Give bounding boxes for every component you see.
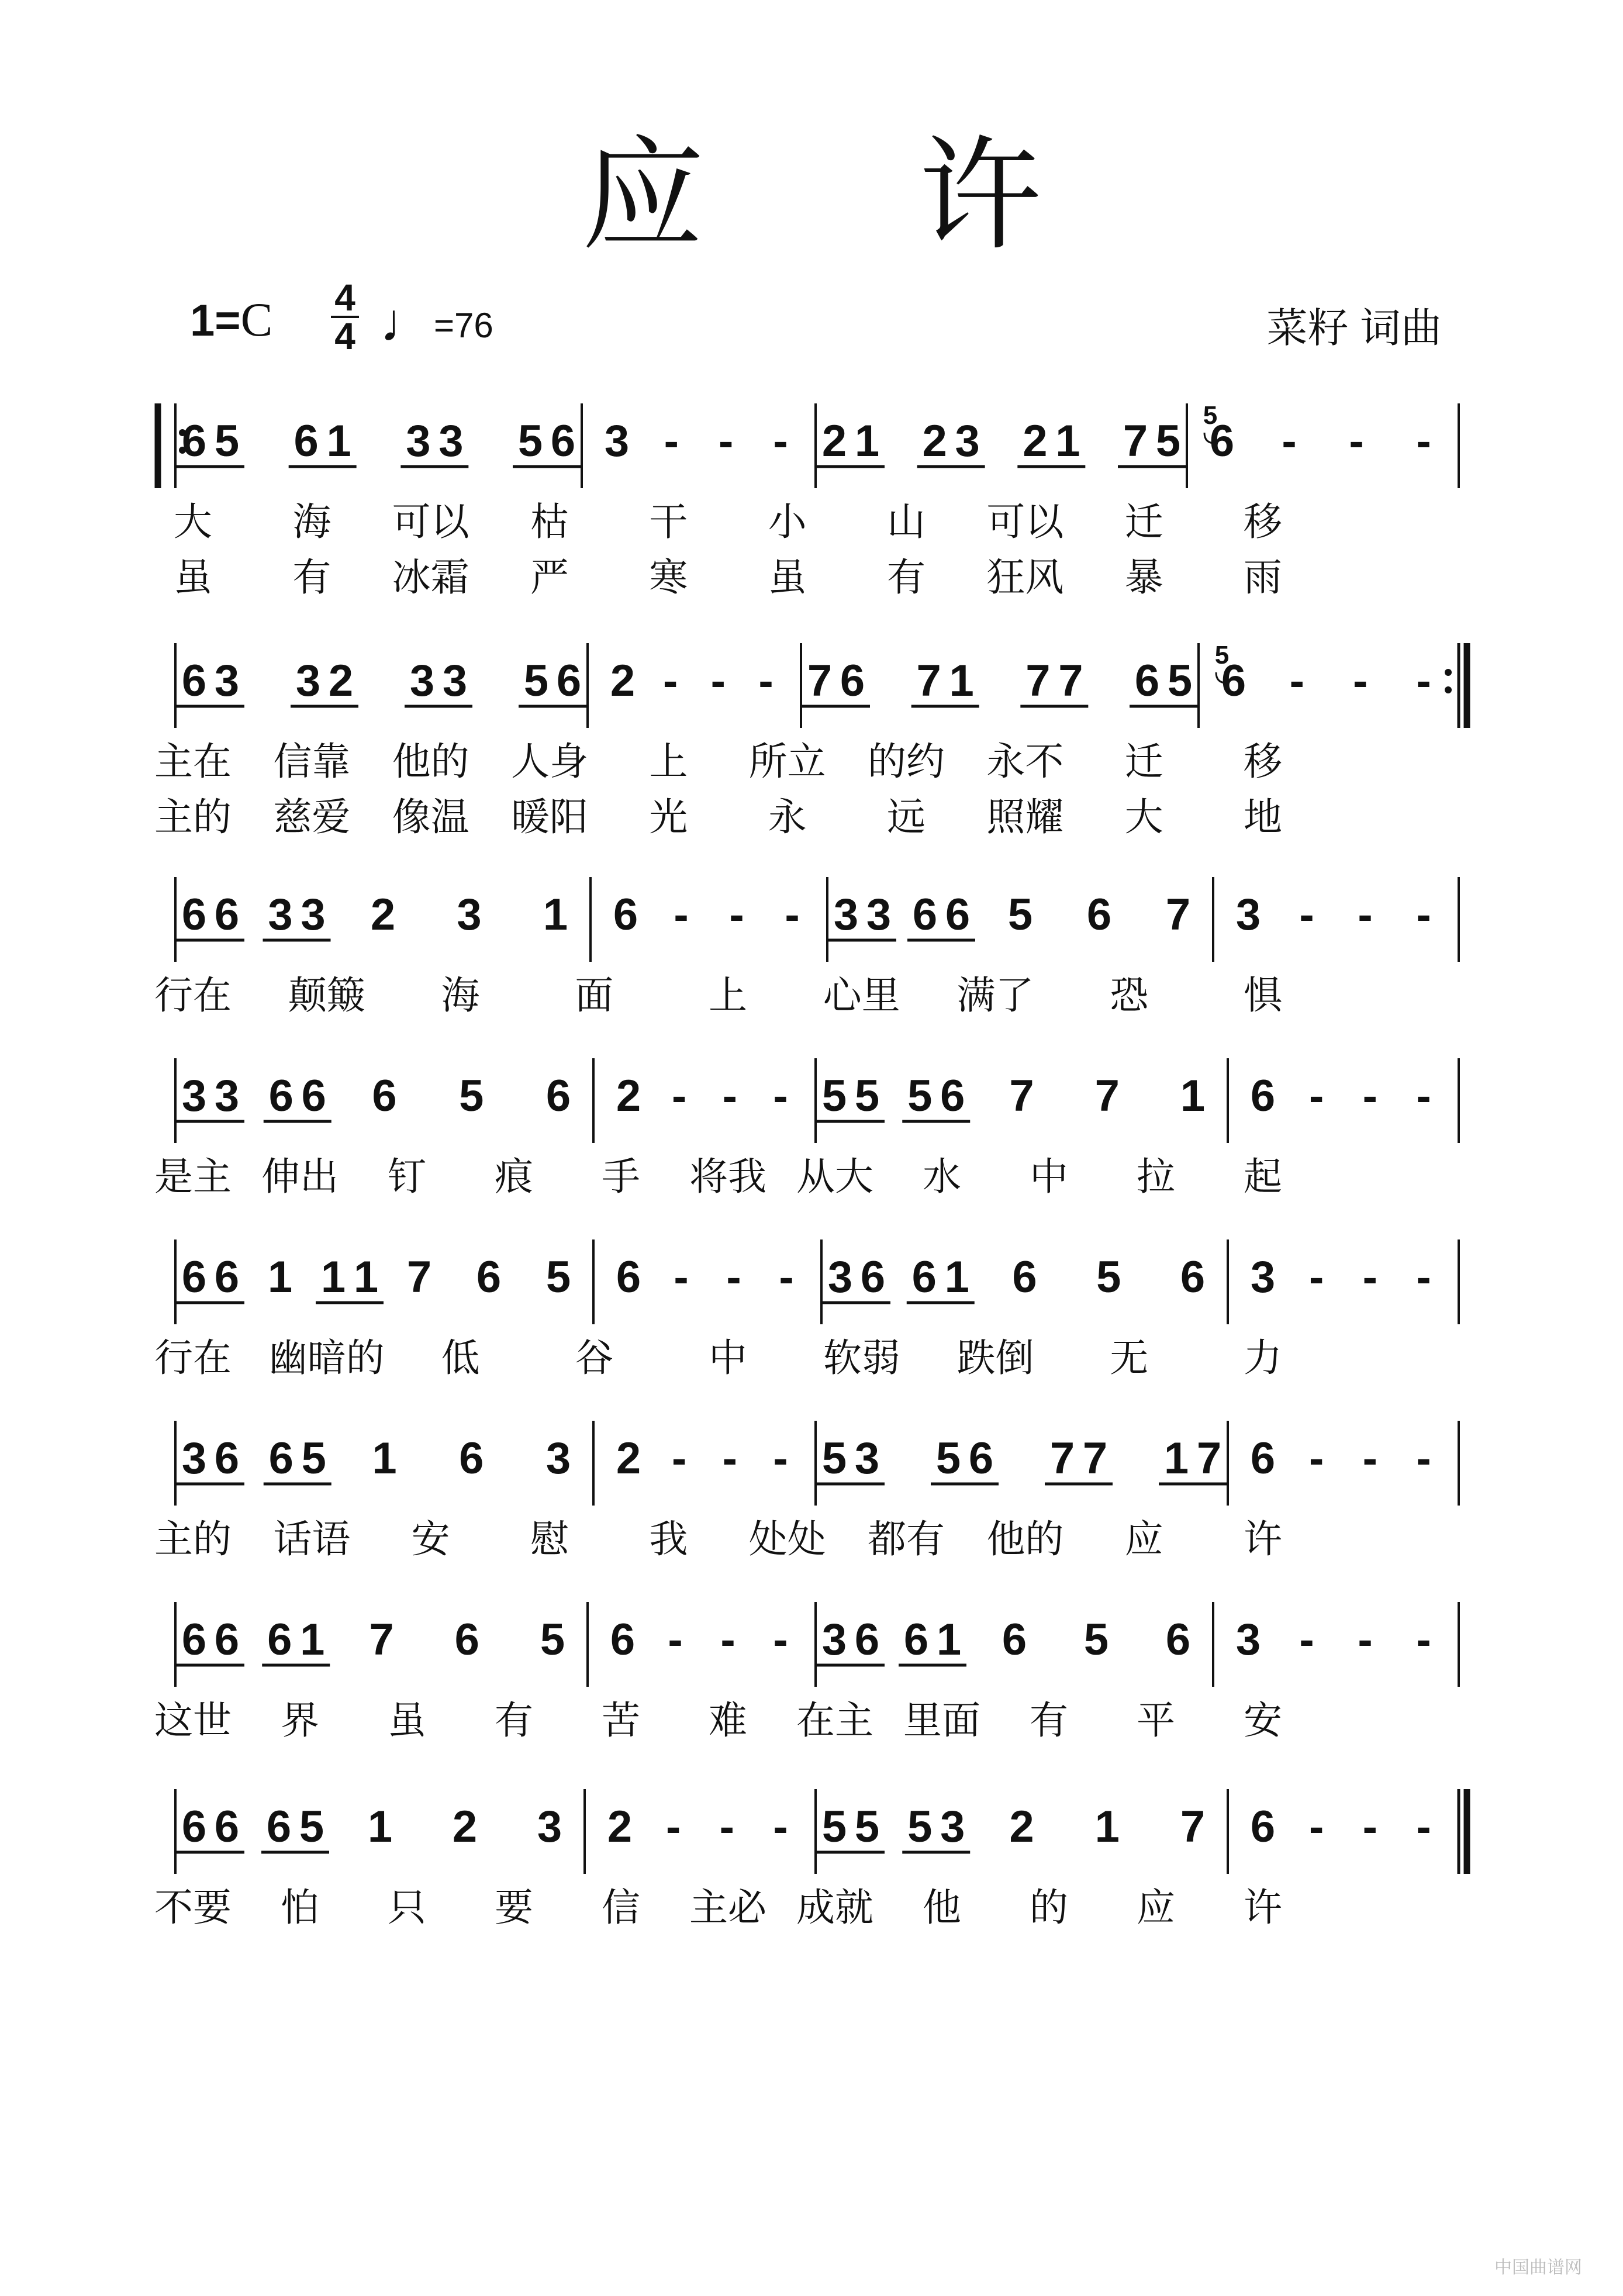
- sustain-dash: -: [1358, 1615, 1373, 1665]
- lyric-text: 应: [1124, 1517, 1163, 1560]
- note-digit: 3: [1250, 1252, 1276, 1302]
- note-digit: 3: [827, 1252, 853, 1302]
- lyric-text: 大: [1124, 795, 1163, 838]
- note-digit: 6: [940, 1071, 965, 1121]
- note-digit: 6: [945, 890, 971, 940]
- composer-credit: 菜籽 词曲: [1266, 305, 1442, 351]
- grace-note: 5: [1214, 641, 1230, 669]
- note-digit: 3: [181, 1071, 207, 1121]
- lyric-text: 力: [1244, 1336, 1282, 1379]
- sustain-dash: -: [1416, 656, 1431, 706]
- lyric-text: 上: [649, 740, 688, 783]
- lyric-text: 可以: [986, 500, 1064, 543]
- note-digit: 5: [935, 1434, 961, 1483]
- note-digit: 1: [1163, 1434, 1189, 1483]
- lyric-text: 软弱: [823, 1336, 900, 1379]
- sustain-dash: -: [1349, 416, 1364, 466]
- lyric-text: 幽暗的: [268, 1336, 385, 1379]
- note-digit: 6: [268, 1071, 293, 1121]
- lyric-text: 里面: [903, 1698, 980, 1742]
- note-digit: 6: [301, 1071, 326, 1121]
- note-digit: 5: [1083, 1615, 1109, 1665]
- note-digit: 5: [1096, 1252, 1121, 1302]
- note-digit: 6: [181, 1802, 207, 1852]
- note-digit: 6: [268, 1434, 293, 1483]
- note-digit: 1: [1055, 416, 1080, 466]
- lyric-text: 只: [388, 1886, 426, 1929]
- sustain-dash: -: [1309, 1802, 1324, 1852]
- lyric-text: 将我: [689, 1155, 766, 1198]
- sustain-dash: -: [664, 416, 679, 466]
- lyric-text: 小: [768, 500, 807, 543]
- note-digit: 3: [409, 656, 435, 706]
- note-digit: 6: [476, 1252, 502, 1302]
- note-digit: 7: [1094, 1071, 1120, 1121]
- note-digit: 6: [556, 656, 582, 706]
- note-digit: 6: [1134, 656, 1160, 706]
- lyric-text: 上: [709, 973, 747, 1017]
- note-digit: 5: [545, 1252, 571, 1302]
- page-title: 应 许: [581, 124, 1130, 267]
- note-digit: 7: [1058, 656, 1083, 706]
- sustain-dash: -: [674, 1252, 689, 1302]
- lyric-text: 要: [495, 1886, 533, 1929]
- lyric-text: 难: [709, 1698, 747, 1742]
- lyric-text: 的约: [868, 740, 945, 783]
- lyric-text: 谷: [575, 1336, 614, 1379]
- lyric-text: 干: [649, 500, 688, 543]
- note-digit: 5: [821, 1071, 847, 1121]
- note-digit: 5: [1167, 656, 1193, 706]
- lyric-text: 从大: [796, 1155, 873, 1198]
- note-digit: 6: [459, 1434, 484, 1483]
- sustain-dash: -: [773, 1802, 788, 1852]
- note-digit: 5: [821, 1802, 847, 1852]
- note-digit: 1: [936, 1615, 962, 1665]
- repeat-dot: [1445, 686, 1452, 693]
- note-digit: 6: [454, 1615, 479, 1665]
- lyric-text: 手: [602, 1155, 640, 1198]
- sustain-dash: -: [773, 1434, 788, 1483]
- note-digit: 6: [1250, 1802, 1276, 1852]
- note-digit: 6: [181, 416, 207, 466]
- sustain-dash: -: [729, 890, 744, 940]
- note-digit: 6: [903, 1615, 929, 1665]
- sustain-dash: -: [1362, 1434, 1377, 1483]
- note-digit: 2: [616, 1434, 641, 1483]
- lyric-text: 拉: [1137, 1155, 1175, 1198]
- note-digit: 7: [1049, 1434, 1075, 1483]
- note-digit: 5: [523, 656, 549, 706]
- lyric-text: 恐: [1110, 973, 1149, 1017]
- note-digit: 1: [854, 416, 880, 466]
- sustain-dash: -: [1309, 1252, 1324, 1302]
- sustain-dash: -: [674, 890, 689, 940]
- sustain-dash: -: [1353, 656, 1368, 706]
- note-digit: 6: [181, 890, 207, 940]
- lyric-text: 主的: [154, 1517, 232, 1560]
- note-digit: 6: [181, 656, 207, 706]
- lyric-text: 应: [1137, 1886, 1175, 1929]
- sustain-dash: -: [663, 656, 678, 706]
- sustain-dash: -: [1416, 1252, 1431, 1302]
- note-digit: 5: [821, 1434, 847, 1483]
- lyric-text: 话语: [273, 1517, 351, 1560]
- note-digit: 6: [214, 1252, 240, 1302]
- sustain-dash: -: [1416, 1071, 1431, 1121]
- lyric-text: 跌倒: [956, 1336, 1034, 1379]
- note-digit: 5: [854, 1071, 880, 1121]
- lyric-text: 他的: [392, 740, 469, 783]
- note-digit: 2: [607, 1802, 633, 1852]
- lyric-text: 主必: [689, 1886, 766, 1929]
- lyric-text: 暴: [1124, 555, 1163, 599]
- sustain-dash: -: [1282, 416, 1297, 466]
- lyric-text: 许: [1244, 1517, 1282, 1560]
- note-digit: 6: [266, 1802, 292, 1852]
- site-watermark: 中国曲谱网: [1494, 2257, 1582, 2278]
- lyric-text: 移: [1244, 740, 1282, 783]
- sustain-dash: -: [719, 1802, 734, 1852]
- note-digit: 6: [968, 1434, 994, 1483]
- note-digit: 6: [616, 1252, 641, 1302]
- lyric-text: 海: [441, 973, 480, 1017]
- note-digit: 1: [372, 1434, 397, 1483]
- lyric-text: 慈爱: [273, 795, 351, 838]
- note-digit: 6: [912, 890, 938, 940]
- note-digit: 6: [214, 1615, 240, 1665]
- lyric-text: 起: [1244, 1155, 1282, 1198]
- sustain-dash: -: [1309, 1071, 1324, 1121]
- note-digit: 1: [949, 656, 974, 706]
- lyric-text: 寒: [649, 555, 688, 599]
- sustain-dash: -: [666, 1802, 681, 1852]
- lyric-text: 安: [1244, 1698, 1282, 1742]
- note-digit: 2: [452, 1802, 478, 1852]
- note-digit: 2: [610, 656, 636, 706]
- note-digit: 6: [550, 416, 576, 466]
- key-prefix: 1=: [190, 296, 241, 346]
- lyric-text: 他: [923, 1886, 961, 1929]
- lyric-text: 界: [281, 1698, 319, 1742]
- note-digit: 6: [1002, 1615, 1027, 1665]
- lyric-text: 枯: [530, 500, 569, 543]
- note-digit: 2: [922, 416, 947, 466]
- lyric-text: 主的: [154, 795, 232, 838]
- lyric-text: 永: [768, 795, 807, 838]
- note-digit: 3: [268, 890, 293, 940]
- lyric-text: 信靠: [273, 740, 351, 783]
- note-digit: 6: [1250, 1071, 1276, 1121]
- lyric-text: 严: [530, 555, 569, 599]
- note-digit: 3: [301, 890, 326, 940]
- lyric-text: 有: [887, 555, 926, 599]
- lyric-text: 海: [292, 500, 331, 543]
- note-digit: 7: [1082, 1434, 1108, 1483]
- sustain-dash: -: [1416, 1434, 1431, 1483]
- lyric-text: 虽: [768, 555, 807, 599]
- lyric-text: 都有: [868, 1517, 945, 1560]
- lyric-text: 大: [174, 500, 212, 543]
- note-digit: 7: [807, 656, 833, 706]
- sustain-dash: -: [785, 890, 800, 940]
- lyric-text: 低: [441, 1336, 480, 1379]
- lyric-text: 照耀: [986, 795, 1064, 838]
- lyric-text: 有: [495, 1698, 533, 1742]
- lyric-text: 慰: [530, 1517, 569, 1560]
- note-digit: 7: [1009, 1071, 1034, 1121]
- lyric-text: 惧: [1244, 973, 1282, 1017]
- lyric-text: 怕: [281, 1886, 319, 1929]
- sustain-dash: -: [1362, 1802, 1377, 1852]
- note-digit: 1: [267, 1252, 293, 1302]
- lyric-text: 许: [1244, 1886, 1282, 1929]
- note-digit: 7: [369, 1615, 394, 1665]
- note-digit: 1: [353, 1252, 379, 1302]
- lyric-text: 不要: [154, 1886, 232, 1929]
- lyric-text: 有: [1030, 1698, 1068, 1742]
- lyric-text: 成就: [796, 1886, 873, 1929]
- note-digit: 3: [457, 890, 482, 940]
- lyric-text: 移: [1244, 500, 1282, 543]
- note-digit: 6: [181, 1252, 207, 1302]
- lyric-text: 地: [1244, 795, 1282, 838]
- note-digit: 6: [911, 1252, 937, 1302]
- sustain-dash: -: [726, 1252, 741, 1302]
- note-digit: 3: [1235, 890, 1261, 940]
- lyric-text: 安: [411, 1517, 450, 1560]
- note-digit: 1: [944, 1252, 969, 1302]
- lyric-text: 伸出: [261, 1155, 339, 1198]
- note-digit: 6: [854, 1615, 880, 1665]
- lyric-text: 狂风: [986, 555, 1064, 599]
- lyric-text: 痕: [495, 1155, 533, 1198]
- sustain-dash: -: [719, 416, 734, 466]
- sustain-dash: -: [720, 1615, 735, 1665]
- note-digit: 2: [616, 1071, 641, 1121]
- lyric-text: 心里: [823, 973, 900, 1017]
- sustain-dash: -: [722, 1071, 737, 1121]
- lyric-text: 在主: [796, 1698, 873, 1742]
- quarter-note-icon: ♩: [380, 293, 434, 353]
- sustain-dash: -: [773, 1071, 788, 1121]
- sustain-dash: -: [722, 1434, 737, 1483]
- lyric-text: 冰霜: [392, 555, 469, 599]
- note-digit: 6: [610, 1615, 636, 1665]
- sustain-dash: -: [779, 1252, 794, 1302]
- note-digit: 3: [214, 1071, 240, 1121]
- sustain-dash: -: [1289, 656, 1304, 706]
- lyric-text: 虽: [388, 1698, 426, 1742]
- lyric-text: 的: [1030, 1886, 1068, 1929]
- note-digit: 5: [907, 1802, 933, 1852]
- lyric-text: 远: [887, 795, 926, 838]
- sustain-dash: -: [1362, 1071, 1377, 1121]
- note-digit: 5: [907, 1071, 933, 1121]
- lyric-text: 这世: [154, 1698, 232, 1742]
- note-digit: 2: [328, 656, 354, 706]
- sustain-dash: -: [773, 416, 788, 466]
- note-digit: 6: [1086, 890, 1112, 940]
- lyric-text: 有: [292, 555, 331, 599]
- lyric-text: 我: [649, 1517, 688, 1560]
- lyric-text: 主在: [154, 740, 232, 783]
- lyric-text: 满了: [956, 973, 1034, 1017]
- sustain-dash: -: [1416, 1615, 1431, 1665]
- note-digit: 3: [438, 416, 464, 466]
- lyric-text: 迁: [1124, 500, 1163, 543]
- note-digit: 3: [940, 1802, 965, 1852]
- note-digit: 6: [1180, 1252, 1206, 1302]
- lyric-text: 无: [1110, 1336, 1149, 1379]
- note-digit: 3: [545, 1434, 571, 1483]
- note-digit: 1: [367, 1802, 393, 1852]
- note-digit: 7: [1123, 416, 1148, 466]
- sustain-dash: -: [773, 1615, 788, 1665]
- key-letter: C: [240, 293, 273, 346]
- note-digit: 6: [613, 890, 638, 940]
- note-digit: 6: [181, 1615, 207, 1665]
- note-digit: 7: [1196, 1434, 1222, 1483]
- note-digit: 3: [604, 416, 630, 466]
- note-digit: 5: [854, 1802, 880, 1852]
- note-digit: 6: [840, 656, 865, 706]
- note-digit: 3: [833, 890, 859, 940]
- lyric-text: 山: [887, 500, 926, 543]
- note-digit: 3: [854, 1434, 880, 1483]
- lyric-text: 人身: [511, 740, 588, 783]
- sustain-dash: -: [1299, 890, 1314, 940]
- note-digit: 1: [300, 1615, 325, 1665]
- note-digit: 1: [1094, 1802, 1120, 1852]
- note-digit: 5: [540, 1615, 565, 1665]
- lyric-text: 信: [602, 1886, 640, 1929]
- lyric-text: 迁: [1124, 740, 1163, 783]
- note-digit: 3: [955, 416, 980, 466]
- sustain-dash: -: [668, 1615, 683, 1665]
- note-digit: 3: [1235, 1615, 1261, 1665]
- lyric-text: 中: [1030, 1155, 1068, 1198]
- note-digit: 6: [1012, 1252, 1037, 1302]
- time-sig-top: 4: [334, 277, 355, 319]
- note-digit: 5: [1007, 890, 1033, 940]
- note-digit: 2: [821, 416, 847, 466]
- note-digit: 3: [442, 656, 468, 706]
- repeat-dot: [1445, 669, 1452, 676]
- note-digit: 2: [1023, 416, 1048, 466]
- lyric-text: 他的: [986, 1517, 1064, 1560]
- note-digit: 1: [1180, 1071, 1206, 1121]
- lyric-text: 行在: [154, 1336, 232, 1379]
- lyric-text: 水: [923, 1155, 961, 1198]
- note-digit: 7: [406, 1252, 432, 1302]
- note-digit: 1: [320, 1252, 346, 1302]
- lyric-text: 中: [709, 1336, 747, 1379]
- sustain-dash: -: [1416, 1802, 1431, 1852]
- sustain-dash: -: [1416, 890, 1431, 940]
- note-digit: 6: [267, 1615, 292, 1665]
- note-digit: 3: [214, 656, 240, 706]
- lyric-text: 行在: [154, 973, 232, 1017]
- sustain-dash: -: [672, 1071, 687, 1121]
- note-digit: 5: [299, 1802, 324, 1852]
- lyric-text: 光: [649, 795, 688, 838]
- lyric-text: 可以: [392, 500, 469, 543]
- lyric-text: 平: [1137, 1698, 1175, 1742]
- note-digit: 6: [372, 1071, 397, 1121]
- note-digit: 3: [181, 1434, 207, 1483]
- note-digit: 6: [214, 1802, 240, 1852]
- note-digit: 6: [1221, 656, 1246, 706]
- note-digit: 7: [916, 656, 941, 706]
- time-sig-bottom: 4: [334, 315, 355, 357]
- note-digit: 3: [821, 1615, 847, 1665]
- lyric-text: 处处: [748, 1517, 826, 1560]
- sustain-dash: -: [1416, 416, 1431, 466]
- lyric-text: 雨: [1244, 555, 1282, 599]
- note-digit: 5: [214, 416, 240, 466]
- note-digit: 5: [459, 1071, 484, 1121]
- lyric-text: 永不: [986, 740, 1064, 783]
- note-digit: 6: [293, 416, 319, 466]
- note-digit: 3: [537, 1802, 562, 1852]
- note-digit: 7: [1025, 656, 1051, 706]
- note-digit: 5: [301, 1434, 326, 1483]
- sustain-dash: -: [672, 1434, 687, 1483]
- note-digit: 5: [1155, 416, 1181, 466]
- note-digit: 6: [214, 890, 240, 940]
- lyric-text: 是主: [154, 1155, 232, 1198]
- note-digit: 6: [545, 1071, 571, 1121]
- note-digit: 7: [1165, 890, 1191, 940]
- note-digit: 3: [866, 890, 892, 940]
- sustain-dash: -: [1358, 890, 1373, 940]
- lyric-text: 面: [575, 973, 614, 1017]
- note-digit: 1: [543, 890, 568, 940]
- note-digit: 6: [1165, 1615, 1191, 1665]
- lyric-text: 像温: [392, 795, 469, 838]
- note-digit: 5: [517, 416, 543, 466]
- note-digit: 3: [406, 416, 431, 466]
- note-digit: 2: [1009, 1802, 1034, 1852]
- note-digit: 1: [326, 416, 351, 466]
- note-digit: 2: [370, 890, 396, 940]
- note-digit: 3: [295, 656, 321, 706]
- note-digit: 7: [1180, 1802, 1206, 1852]
- grace-note: 5: [1203, 401, 1218, 430]
- sustain-dash: -: [710, 656, 726, 706]
- note-digit: 6: [860, 1252, 886, 1302]
- lyric-text: 苦: [602, 1698, 640, 1742]
- sustain-dash: -: [1309, 1434, 1324, 1483]
- sustain-dash: -: [758, 656, 773, 706]
- note-digit: 6: [214, 1434, 240, 1483]
- lyric-text: 颠簸: [288, 973, 365, 1017]
- lyric-text: 暖阳: [511, 795, 588, 838]
- lyric-text: 所立: [748, 740, 826, 783]
- tempo-value: =76: [434, 306, 493, 345]
- note-digit: 6: [1209, 416, 1235, 466]
- sustain-dash: -: [1362, 1252, 1377, 1302]
- lyric-text: 钉: [388, 1155, 426, 1198]
- note-digit: 6: [1250, 1434, 1276, 1483]
- sustain-dash: -: [1299, 1615, 1314, 1665]
- lyric-text: 虽: [174, 555, 212, 599]
